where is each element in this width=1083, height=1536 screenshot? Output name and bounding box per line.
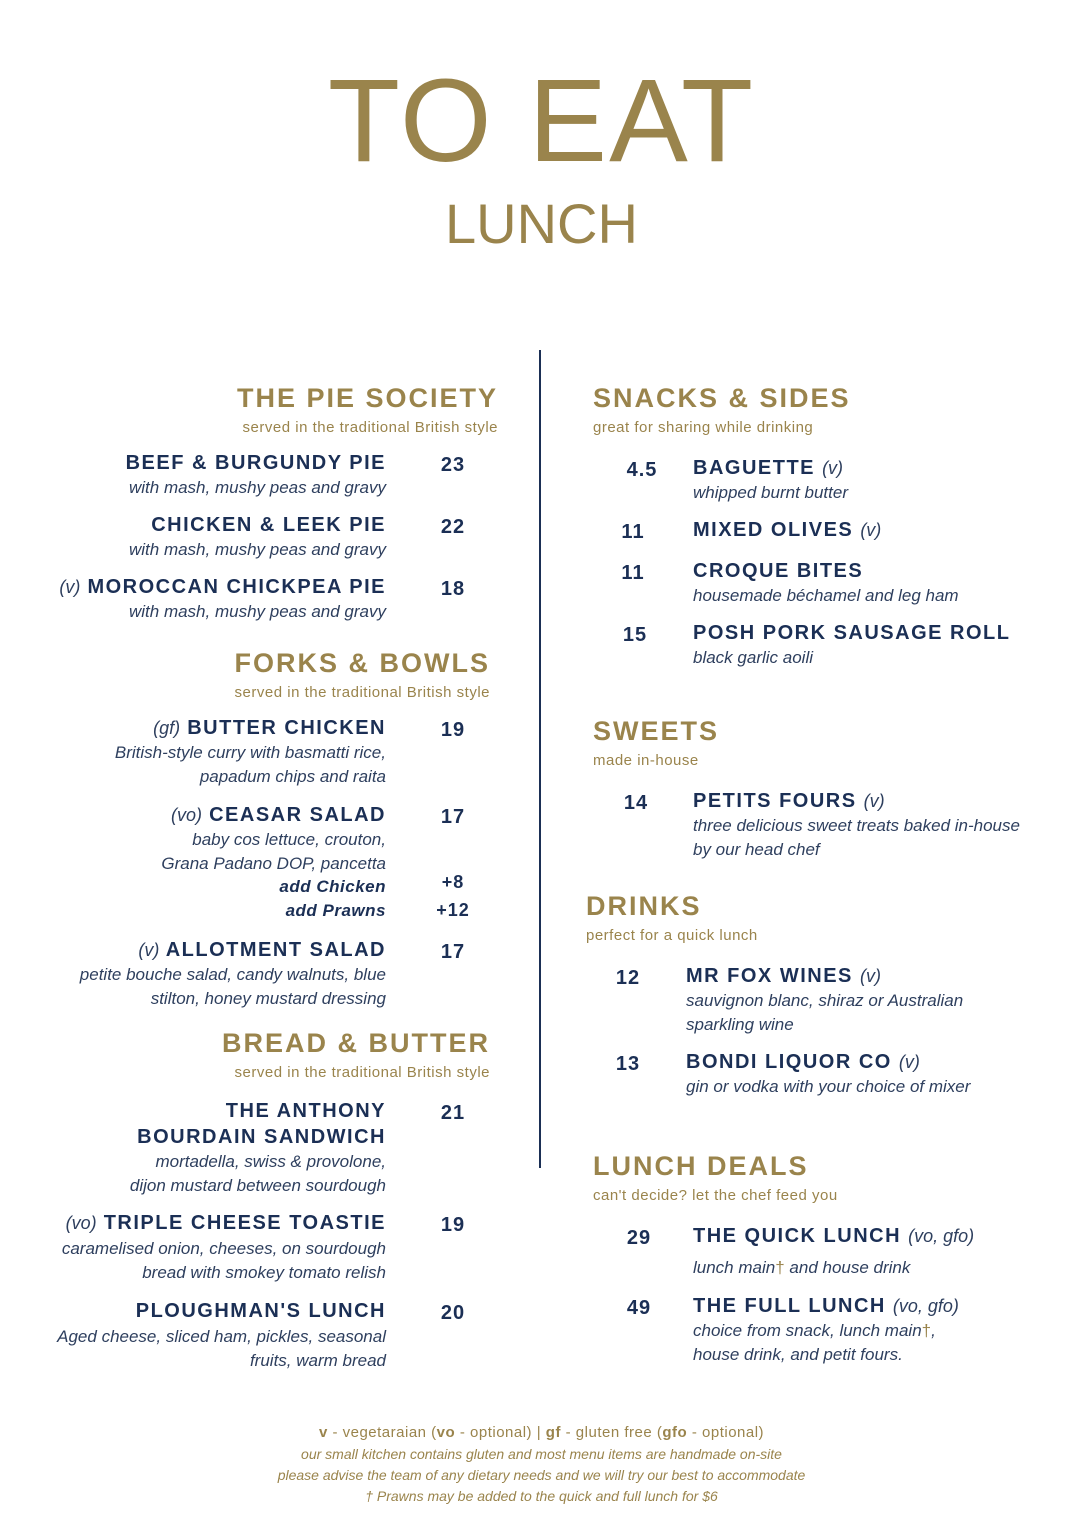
item-desc-quick-lunch-b: and house drink (784, 1258, 911, 1277)
item-name-beef-burgundy-pie: BEEF & BURGUNDY PIE (125, 452, 386, 474)
item-price-moroccan-chickpea-pie: 18 (440, 578, 466, 600)
item-desc-moroccan-chickpea-pie: with mash, mushy peas and gravy (128, 602, 386, 621)
item-label-butter-chicken: BUTTER CHICKEN (187, 717, 386, 739)
item-tag-ceasar-salad: (vo) (171, 805, 203, 825)
item-label-allotment-salad: ALLOTMENT SALAD (165, 939, 386, 961)
item-desc-full-lunch-2: house drink, and petit fours. (693, 1345, 903, 1364)
item-price-allotment-salad: 17 (440, 941, 466, 963)
section-subtitle-bread-butter: served in the traditional British style (234, 1064, 490, 1081)
item-price-quick-lunch: 29 (626, 1227, 652, 1249)
legend-gfo-text: - optional) (687, 1424, 765, 1441)
section-title-pie-society: THE PIE SOCIETY (236, 383, 498, 413)
item-desc-butter-chicken-2: papadum chips and raita (199, 767, 386, 786)
item-name-baguette (693, 458, 843, 478)
item-desc-full-lunch-1 (693, 1319, 936, 1343)
item-tag-mr-fox-wines: (v) (859, 966, 881, 986)
item-tag-butter-chicken: (gf) (153, 718, 181, 738)
item-label-quick-lunch: THE QUICK LUNCH (693, 1225, 902, 1247)
section-title-bread-butter: BREAD & BUTTER (222, 1028, 490, 1058)
item-tag-bondi-liquor-co: (v) (898, 1052, 920, 1072)
section-title-forks-bowls: FORKS & BOWLS (234, 648, 490, 678)
item-name-bondi-liquor-co (686, 1052, 920, 1072)
section-title-sweets: SWEETS (593, 716, 720, 746)
item-tag-petits-fours: (v) (863, 791, 885, 811)
item-price-triple-cheese-toastie: 19 (440, 1214, 466, 1236)
item-desc-ceasar-salad-1: baby cos lettuce, crouton, (192, 830, 386, 849)
item-name-anthony-bourdain-2: BOURDAIN SANDWICH (137, 1126, 386, 1148)
item-name-mr-fox-wines (686, 966, 881, 986)
item-desc-anthony-bourdain-1: mortadella, swiss & provolone, (155, 1152, 386, 1171)
item-desc-anthony-bourdain-2: dijon mustard between sourdough (129, 1176, 386, 1195)
footer-note-dietary: please advise the team of any dietary needs and we will try our best to accommodate (277, 1467, 806, 1483)
section-subtitle-sweets: made in-house (593, 752, 699, 769)
section-title-drinks: DRINKS (586, 891, 702, 921)
item-price-ploughmans-lunch: 20 (440, 1302, 466, 1324)
item-price-posh-pork-sausage-roll: 15 (622, 624, 648, 646)
item-name-ploughmans-lunch: PLOUGHMAN'S LUNCH (135, 1300, 386, 1322)
item-tag-quick-lunch: (vo, gfo) (908, 1226, 975, 1246)
item-price-ceasar-salad: 17 (440, 806, 466, 828)
menu-subtitle: LUNCH (445, 192, 638, 255)
item-tag-mixed-olives: (v) (860, 520, 882, 540)
item-name-chicken-leek-pie: CHICKEN & LEEK PIE (151, 514, 386, 536)
legend-gfo: gfo (662, 1424, 688, 1441)
item-name-full-lunch (693, 1296, 959, 1316)
legend-gf: gf (545, 1424, 561, 1441)
footer-note-kitchen: our small kitchen contains gluten and most menu items are handmade on-site (301, 1446, 782, 1462)
item-label-mr-fox-wines: MR FOX WINES (686, 965, 853, 987)
addon-label-chicken: add Chicken (279, 877, 386, 896)
item-price-bondi-liquor-co: 13 (615, 1053, 641, 1075)
dietary-legend (0, 1424, 1083, 1441)
item-name-anthony-bourdain-1: THE ANTHONY (225, 1100, 386, 1122)
item-name-ceasar-salad (171, 805, 386, 825)
menu-title: TO EAT (327, 55, 756, 187)
section-subtitle-lunch-deals: can't decide? let the chef feed you (593, 1187, 838, 1204)
item-tag-triple-cheese-toastie: (vo) (65, 1213, 97, 1233)
item-label-triple-cheese-toastie: TRIPLE CHEESE TOASTIE (103, 1212, 386, 1234)
dagger-mark-full-lunch: † (921, 1321, 932, 1340)
item-desc-mr-fox-wines-2: sparkling wine (686, 1015, 794, 1034)
item-price-baguette: 4.5 (626, 459, 658, 481)
item-label-petits-fours: PETITS FOURS (693, 790, 857, 812)
item-desc-triple-cheese-toastie-2: bread with smokey tomato relish (142, 1263, 386, 1282)
item-desc-full-lunch-1a: choice from snack, lunch main (693, 1321, 922, 1340)
item-price-butter-chicken: 19 (440, 719, 466, 741)
item-name-mixed-olives (693, 520, 881, 540)
legend-vo: vo (436, 1424, 456, 1441)
item-tag-moroccan-chickpea-pie: (v) (59, 577, 81, 597)
item-desc-croque-bites: housemade béchamel and leg ham (693, 586, 959, 605)
item-desc-mr-fox-wines-1: sauvignon blanc, shiraz or Australian (686, 991, 964, 1010)
item-price-beef-burgundy-pie: 23 (440, 454, 466, 476)
item-label-bondi-liquor-co: BONDI LIQUOR CO (686, 1051, 892, 1073)
item-label-mixed-olives: MIXED OLIVES (693, 519, 854, 541)
addon-price-prawns: +12 (436, 900, 470, 920)
item-tag-allotment-salad: (v) (138, 940, 160, 960)
item-desc-beef-burgundy-pie: with mash, mushy peas and gravy (128, 478, 386, 497)
item-desc-chicken-leek-pie: with mash, mushy peas and gravy (128, 540, 386, 559)
item-price-mixed-olives: 11 (621, 521, 645, 543)
item-desc-quick-lunch (693, 1256, 910, 1280)
item-name-butter-chicken (153, 718, 386, 738)
item-name-quick-lunch (693, 1226, 974, 1246)
dagger-mark-quick-lunch: † (775, 1258, 785, 1277)
item-desc-quick-lunch-a: lunch main (693, 1258, 776, 1277)
item-desc-ploughmans-lunch-2: fruits, warm bread (249, 1351, 386, 1370)
addon-price-chicken: +8 (441, 872, 465, 892)
item-name-croque-bites: CROQUE BITES (693, 560, 864, 582)
section-subtitle-pie-society: served in the traditional British style (242, 419, 498, 436)
item-price-croque-bites: 11 (621, 562, 645, 584)
legend-v: v (318, 1424, 328, 1441)
item-name-moroccan-chickpea-pie (59, 577, 386, 597)
legend-gf-text: - gluten free ( (560, 1424, 663, 1441)
column-divider (539, 350, 541, 1168)
section-subtitle-forks-bowls: served in the traditional British style (234, 684, 490, 701)
item-name-petits-fours (693, 791, 885, 811)
footer-note-prawns: † Prawns may be added to the quick and full lunch for $6 (365, 1488, 718, 1504)
item-desc-allotment-salad-1: petite bouche salad, candy walnuts, blue (79, 965, 386, 984)
item-price-chicken-leek-pie: 22 (440, 516, 466, 538)
item-price-mr-fox-wines: 12 (615, 967, 641, 989)
item-desc-butter-chicken-1: British-style curry with basmatti rice, (114, 743, 386, 762)
item-desc-ploughmans-lunch-1: Aged cheese, sliced ham, pickles, seasonal (57, 1327, 386, 1346)
item-label-full-lunch: THE FULL LUNCH (693, 1295, 886, 1317)
item-desc-petits-fours-2: by our head chef (693, 840, 820, 859)
addon-label-prawns: add Prawns (285, 901, 386, 920)
section-subtitle-snacks-sides: great for sharing while drinking (593, 419, 814, 436)
item-desc-baguette: whipped burnt butter (693, 483, 848, 502)
item-name-posh-pork-sausage-roll: POSH PORK SAUSAGE ROLL (693, 622, 1011, 644)
item-desc-full-lunch-1b: , (931, 1321, 936, 1340)
legend-v-text: - vegetaraian ( (327, 1424, 437, 1441)
item-tag-baguette: (v) (822, 458, 844, 478)
item-tag-full-lunch: (vo, gfo) (892, 1296, 959, 1316)
legend-vo-text: - optional) | (455, 1424, 546, 1441)
item-name-triple-cheese-toastie (66, 1213, 386, 1233)
item-label-moroccan-chickpea-pie: MOROCCAN CHICKPEA PIE (87, 576, 386, 598)
item-price-anthony-bourdain: 21 (440, 1102, 466, 1124)
item-desc-triple-cheese-toastie-1: caramelised onion, cheeses, on sourdough (61, 1239, 386, 1258)
item-price-full-lunch: 49 (626, 1297, 652, 1319)
item-desc-ceasar-salad-2: Grana Padano DOP, pancetta (161, 854, 386, 873)
item-name-allotment-salad (138, 940, 386, 960)
section-subtitle-drinks: perfect for a quick lunch (586, 927, 758, 944)
item-label-baguette: BAGUETTE (693, 457, 815, 479)
item-desc-bondi-liquor-co: gin or vodka with your choice of mixer (686, 1077, 971, 1096)
section-title-lunch-deals: LUNCH DEALS (593, 1151, 809, 1181)
section-title-snacks-sides: SNACKS & SIDES (593, 383, 851, 413)
item-desc-posh-pork-sausage-roll: black garlic aoili (693, 648, 813, 667)
item-desc-petits-fours-1: three delicious sweet treats baked in-house (693, 816, 1020, 835)
item-desc-allotment-salad-2: stilton, honey mustard dressing (150, 989, 386, 1008)
item-label-ceasar-salad: CEASAR SALAD (209, 804, 386, 826)
item-price-petits-fours: 14 (623, 792, 649, 814)
